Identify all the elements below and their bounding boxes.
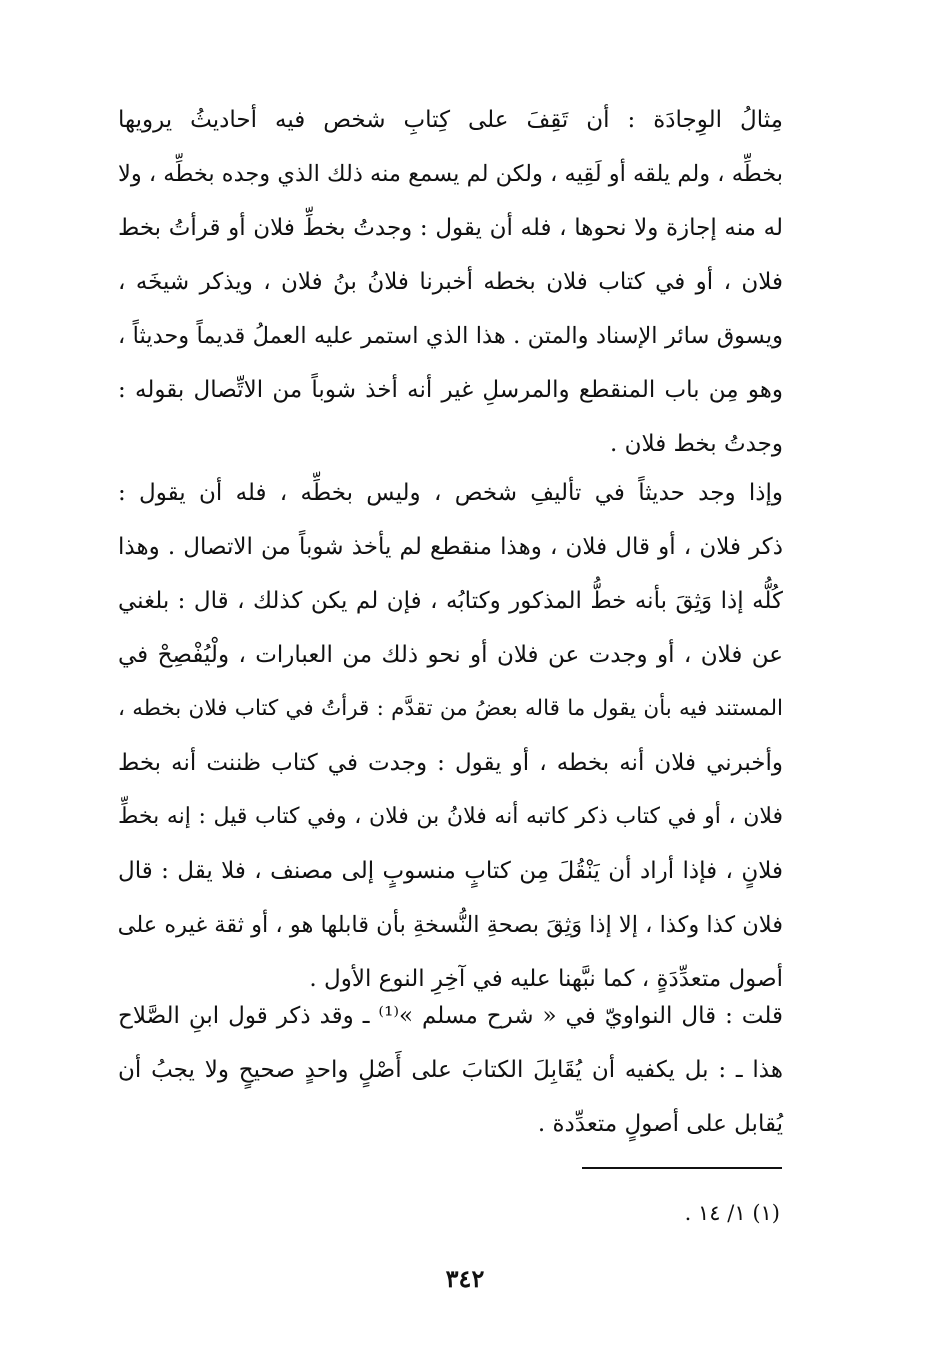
text-line: مِثالُ الوِجادَة : أن تَقِفَ على كِتابِ شخص فيه أحاديثُ يرويها — [118, 107, 783, 133]
text-line: ذكر فلان ، أو قال فلان ، وهذا منقطع لم يأخذ شوباً من الاتصال . وهذا — [118, 534, 783, 560]
page-number: ٣٤٢ — [445, 1264, 485, 1293]
paragraph-wijada-definition — [118, 93, 783, 471]
text-line: فلانٍ ، فإذا أراد أن يَنْقُلَ مِن كتابٍ منسوبٍ إلى مصنف ، فلا يقل : قال — [118, 858, 783, 884]
text-line: هذا ـ : بل يكفيه أن يُقَابِلَ الكتابَ على أَصْلٍ واحدٍ صحيحٍ ولا يجبُ أن — [118, 1057, 783, 1083]
text-line: ويسوق سائر الإسناد والمتن . هذا الذي استمر عليه العملُ قديماً وحديثاً ، — [118, 323, 783, 349]
paragraph-found-hadith — [118, 466, 783, 1006]
footnote: (١) ١/ ١٤ . — [684, 1201, 780, 1225]
footnote-divider — [582, 1167, 782, 1169]
text-line: فلان ، أو في كتاب ذكر كاتبه أنه فلانُ بن فلان ، وفي كتاب قيل : إنه بخطِّ — [118, 804, 783, 829]
text-line: قلت : قال النواويّ في « شرح مسلم »⁽¹⁾ ـ وقد ذكر قول ابنِ الصَّلاح — [118, 1003, 783, 1029]
text-line: عن فلان ، أو وجدت عن فلان أو نحو ذلك من العبارات ، ولْيُفْصِحْ في — [118, 642, 783, 668]
text-line: أصول متعدِّدَةٍ ، كما نبَّهنا عليه في آخِرِ النوع الأول . — [309, 966, 783, 992]
text-line: وإذا وجد حديثاً في تأليفِ شخص ، وليس بخطِّه ، فله أن يقول : — [118, 480, 783, 506]
text-line: وهو مِن باب المنقطع والمرسلِ غير أنه أخذ شوباً من الاتِّصال بقوله : — [118, 377, 783, 403]
text-line: كُلُّه إذا وَثِقَ بأنه خطُّ المذكور وكتابُه ، فإن لم يكن كذلك ، قال : بلغني — [118, 588, 783, 614]
paragraph-nawawi-comment — [118, 989, 783, 1151]
text-line: وجدتُ بخط فلان . — [610, 431, 783, 457]
text-line: المستند فيه بأن يقول ما قاله بعضُ من تقدَّم : قرأتُ في كتاب فلان بخطه ، — [118, 696, 783, 721]
text-line: يُقابل على أصولٍ متعدِّدة . — [537, 1111, 783, 1137]
text-line: له منه إجازة ولا نحوها ، فله أن يقول : وجدتُ بخطِّ فلان أو قرأتُ بخط — [118, 215, 783, 241]
text-line: بخطِّه ، ولم يلقه أو لَقِيه ، ولكن لم يسمع منه ذلك الذي وجده بخطِّه ، ولا — [118, 161, 783, 187]
text-line: فلان كذا وكذا ، إلا إذا وَثِقَ بصحةِ النُّسخةِ بأن قابلها هو ، أو ثقة غيره على — [117, 912, 783, 938]
text-line: فلان ، أو في كتاب فلان بخطه أخبرنا فلانُ بنُ فلان ، ويذكر شيخَه ، — [118, 269, 783, 295]
text-line: وأخبرني فلان أنه بخطه ، أو يقول : وجدت في كتاب ظننت أنه بخط — [118, 750, 783, 776]
